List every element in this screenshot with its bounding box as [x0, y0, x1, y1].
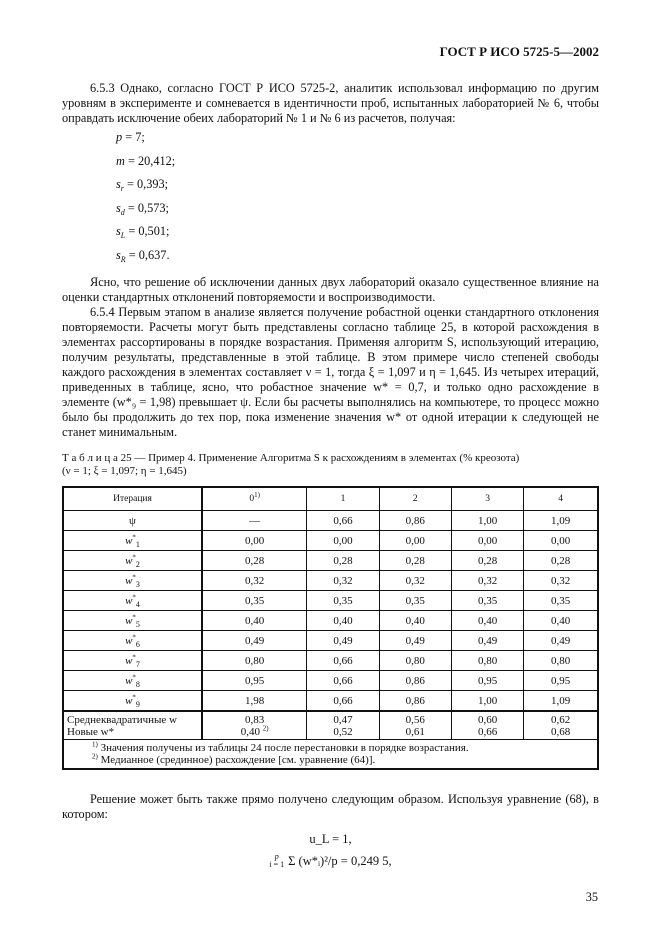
header-cell: 3 [451, 487, 523, 511]
row-label: $w^*_1$ [63, 531, 202, 551]
paragraph-6-5-4: 6.5.4 Первым этапом в анализе является получение робастной оценки стандартного отклонения повторяемости. Расчеты могут быть представлены согласно таблице 25, в которой расхождения в элементах рассортированы в порядке возрастания. Применяя алгоритм S, использующий итерацию, получим результаты, представленные в этой таблице. В этом примере число степеней свободы каждого расхождения в элементах составляет ν = 1, тогда ξ = 1,097 и η = 1,645. Из четырех итераций, приведенных в таблице, ясно, что робастное значение w* = 0,7, и только одно расхождение в элементе (w*₉ = 1,98) превышает ψ. Если бы расчеты выполнялись на компьютере, то процесс можно было бы продолжить до тех пор, пока изменение значения w* от одной итерации к следующей не станет минимальным. [62, 305, 599, 439]
cell: 0,28 [379, 551, 451, 571]
table-header [63, 487, 598, 511]
cell: 0,95 [524, 671, 598, 691]
sum-expression: Σ (w*ᵢ)²/p = 0,249 5, [288, 853, 392, 868]
cell: 0,28 [202, 551, 307, 571]
table-row [63, 631, 598, 651]
cell: 0,32 [379, 571, 451, 591]
cell: 1,09 [524, 511, 598, 531]
header-cell: 4 [524, 487, 598, 511]
cell: 0,00 [524, 531, 598, 551]
cell: 0,32 [307, 571, 379, 591]
caption-params: (ν = 1; ξ = 1,097; η = 1,645) [62, 465, 187, 477]
cell: 0,86 [379, 511, 451, 531]
cell: 0,40 [202, 611, 307, 631]
header-cell: 0$^{1)}$ [202, 487, 307, 511]
cell: 1,00 [451, 691, 523, 712]
cell: 0,32 [451, 571, 523, 591]
cell: — [202, 511, 307, 531]
table-row [63, 651, 598, 671]
cell: 1,00 [451, 511, 523, 531]
cell: 0,40 [524, 611, 598, 631]
formula: p = 7; [116, 130, 145, 144]
row-label: $w^*_7$ [63, 651, 202, 671]
cell: 0,66 [307, 691, 379, 712]
cell: 0,62 0,68 [524, 711, 598, 740]
cell: 0,49 [202, 631, 307, 651]
cell: 0,00 [451, 531, 523, 551]
paragraph-conclusion: Ясно, что решение об исключении данных двух лабораторий оказало существенное влияние на оценки стандартных отклонений повторяемости и воспроизводимости. [62, 275, 599, 304]
table-row [63, 511, 598, 531]
cell: 0,40 [379, 611, 451, 631]
table-row [63, 591, 598, 611]
table-row [63, 611, 598, 631]
cell: 0,00 [307, 531, 379, 551]
paragraph-6-5-3: 6.5.3 Однако, согласно ГОСТ Р ИСО 5725-2, аналитик использовал информацию по другим уровням в эксперименте и сомневается в идентичности проб, испытанных лабораторией № 6, чтобы оправдать исключение обеих лабораторий № 1 и № 6 из расчетов, получая: [62, 81, 599, 125]
cell: 0,35 [307, 591, 379, 611]
header-cell: Итерация [63, 487, 202, 511]
table-row [63, 551, 598, 571]
row-label: $w^*_3$ [63, 571, 202, 591]
cell: 0,80 [379, 651, 451, 671]
formula: $s_R = 0,637$. [116, 247, 170, 264]
cell: 0,56 0,61 [379, 711, 451, 740]
summary-row [63, 711, 598, 740]
row-label: $w^*_6$ [63, 631, 202, 651]
cell: 0,35 [379, 591, 451, 611]
paragraph-solution: Решение может быть также прямо получено следующим образом. Используя уравнение (68), в котором: [62, 792, 599, 821]
sum-lower: i = 1 [269, 860, 285, 869]
table-row [63, 531, 598, 551]
iteration-table [62, 486, 599, 770]
caption-line: Т а б л и ц а 25 — Пример 4. Применение Алгоритма S к расхождениям в элементах (% креозота) [62, 452, 520, 464]
cell: 0,35 [202, 591, 307, 611]
document-header: ГОСТ Р ИСО 5725-5—2002 [439, 44, 599, 59]
row-label: ψ [63, 511, 202, 531]
cell: 0,86 [379, 691, 451, 712]
cell: 0,86 [379, 671, 451, 691]
cell: 0,49 [524, 631, 598, 651]
cell: 0,49 [379, 631, 451, 651]
cell: 0,28 [451, 551, 523, 571]
table-row [63, 671, 598, 691]
cell: 0,28 [524, 551, 598, 571]
cell: 0,95 [202, 671, 307, 691]
page-number: 35 [585, 890, 598, 904]
cell: 0,80 [202, 651, 307, 671]
summary-labels: Среднеквадратичные w Новые w* [63, 711, 202, 740]
cell: 0,49 [451, 631, 523, 651]
cell: 0,80 [451, 651, 523, 671]
cell: 0,66 [307, 671, 379, 691]
row-label: $w^*_8$ [63, 671, 202, 691]
cell: 0,32 [202, 571, 307, 591]
table-row [63, 571, 598, 591]
equation-sum [62, 853, 599, 869]
formula: $s_d = 0,573$; [116, 200, 169, 217]
cell: 0,49 [307, 631, 379, 651]
cell: 0,40 [307, 611, 379, 631]
row-label: $w^*_5$ [63, 611, 202, 631]
cell: 0,40 [451, 611, 523, 631]
cell: 0,66 [307, 651, 379, 671]
cell: 0,35 [524, 591, 598, 611]
header-cell: 2 [379, 487, 451, 511]
row-label: $w^*_9$ [63, 691, 202, 712]
sum-upper: p [274, 852, 279, 861]
row-label: $w^*_2$ [63, 551, 202, 571]
cell: 0,60 0,66 [451, 711, 523, 740]
table-row [63, 691, 598, 712]
cell: 0,66 [307, 511, 379, 531]
formula: $s_r = 0,393$; [116, 177, 169, 193]
cell: 0,47 0,52 [307, 711, 379, 740]
formula: $s_L = 0,501$; [116, 224, 170, 240]
cell: 0,00 [202, 531, 307, 551]
row-label: $w^*_4$ [63, 591, 202, 611]
formula: m = 20,412; [116, 153, 176, 168]
header-cell: 1 [307, 487, 379, 511]
cell: 0,80 [524, 651, 598, 671]
sum-limits [269, 853, 284, 869]
page-content [62, 44, 599, 869]
cell: 0,35 [451, 591, 523, 611]
cell: 0,32 [524, 571, 598, 591]
cell: 1,09 [524, 691, 598, 712]
cell: 0,28 [307, 551, 379, 571]
table-footnotes [63, 740, 598, 770]
cell: 0,00 [379, 531, 451, 551]
formula-list [116, 130, 599, 271]
footnotes: $^{1)}$ Значения получены из таблицы 24 после перестановки в порядке возрастания. $^{2)}$ Медианное (срединное) расхождение [см. уравнение (64)]. [63, 740, 598, 770]
cell: 0,95 [451, 671, 523, 691]
cell: 1,98 [202, 691, 307, 712]
equation-ul: u_L = 1, [309, 832, 352, 846]
table-caption [62, 452, 599, 478]
cell: 0,83 0,40 $^{2)}$ [202, 711, 307, 740]
